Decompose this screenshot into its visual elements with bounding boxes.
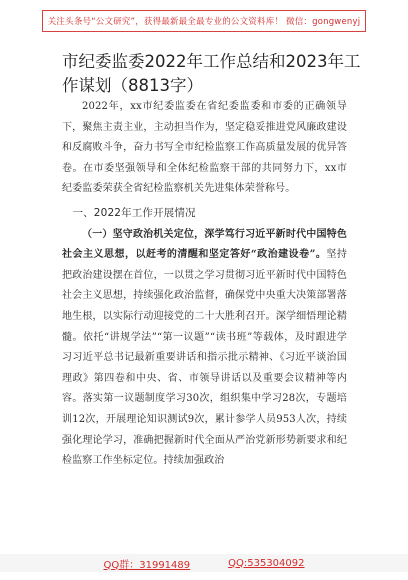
qq-link[interactable]: QQ:535304092 [228, 557, 305, 569]
qq-group-link[interactable]: QQ群：31991489 [103, 559, 191, 571]
footer-bar [0, 554, 408, 572]
item-text: 坚持把政治建设摆在首位，一以贯之学习贯彻习近平新时代中国特色社会主义思想，持续强化政治监督，确保党中央重大决策部署落地生根，以实际行动迎接党的二十大胜利召开。深学细悟理论精髓。依托“讲规学法”“第一议题”“读书班”等载体，及时跟进学习习近平总书记最新重要讲话和指示批示精神、《习近平谈治国理政》第四卷和中央、省、市领导讲话以及重要会议精神等内容。落实第一议题制度学习30次，组织集中学习28次，专题培训12次，开展理论知识测试9次，累计参学人员953人次，持续强化理论学习，准确把握新时代全面从严治党新形势新要求和纪检监察工作坐标定位。持续加强政治 [62, 249, 347, 467]
intro-paragraph: 2022年，xx市纪委监委在省纪委监委和市委的正确领导下，聚焦主责主业，主动担当作为，坚定稳妥推进党风廉政建设和反腐败斗争，奋力书写全市纪检监察工作高质量发展的优异答卷。在市委坚强领导和全体纪检监察干部的共同努力下，xx市纪委监委荣获全省纪检监察机关先进集体荣誉称号。 [62, 101, 347, 195]
document-body [62, 97, 347, 472]
top-banner [42, 10, 366, 32]
banner-text: 关注头条号“公文研究”，获得最新最全最专业的公文资料库！ 微信：gongwenyj [47, 17, 361, 27]
document-title: 市纪委监委2022年工作总结和2023年工作谋划（8813字） [62, 52, 361, 95]
section-heading: 一、2022年工作开展情况 [72, 206, 196, 219]
item-paragraph [62, 225, 347, 472]
item-heading-bold: （一）坚守政治机关定位，深学笃行习近平新时代中国特色社会主义思想，以赶考的清醒和坚定答好“政治建设卷”。 [62, 228, 347, 261]
